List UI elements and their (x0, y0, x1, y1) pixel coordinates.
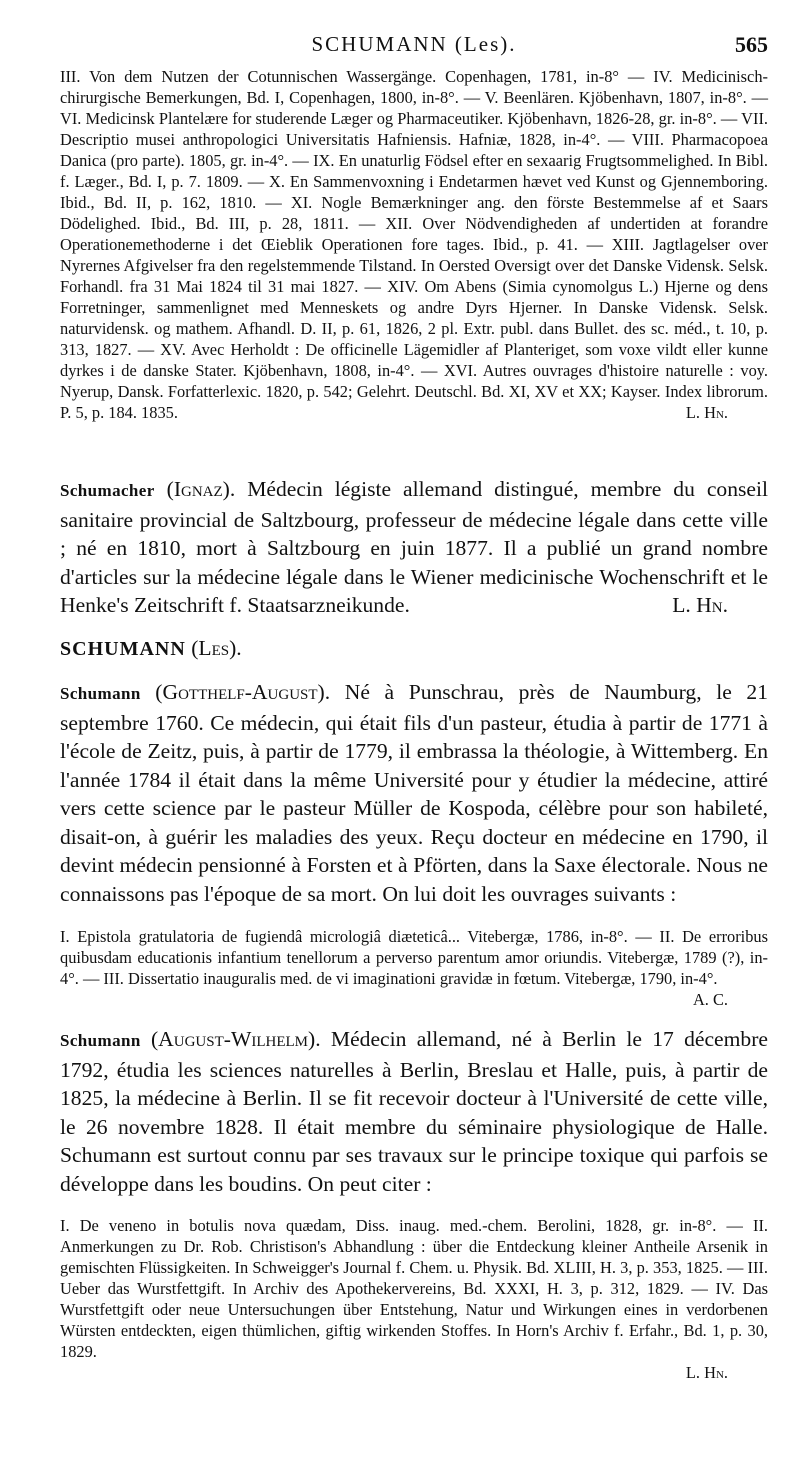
entry-name: Schumann (60, 1031, 141, 1050)
entry-given-name: (August-Wilhelm). (150, 1027, 321, 1051)
works-signature: L. Hn. (685, 1363, 728, 1382)
works-wilhelm (60, 1215, 768, 1383)
works-gotthelf (60, 926, 768, 1010)
running-title: SCHUMANN (Les). (311, 32, 517, 56)
works-list: I. Epistola gratulatoria de fugiendâ micrologiâ diæteticâ... Vitebergæ, 1786, in-8°. — II. De erroribus quibusdam educationis infantium tenellorum a perverso parentum amor oriundis. Vitebergæ, 1789 (?), in-4°. — III. Dissertatio inauguralis med. de vi imaginationi gravidæ in fœtum. Vitebergæ, 1790, in-4°. (60, 927, 768, 988)
entry-name: Schumann (60, 684, 141, 703)
entry-given-name: (Ignaz). (166, 477, 236, 501)
entry-given-name: (Gotthelf-August). (155, 680, 331, 704)
continuation-signature: L. Hn. (685, 403, 728, 422)
entry-text: Médecin légiste allemand distingué, membre du conseil sanitaire provincial de Saltzbourg, professeur de médecine légale dans cette ville ; né en 1810, mort à Saltzbourg en juin 1877. Il a publié un grand nombre d'articles sur la médecine légale dans le Wiener medicinische Wochenschrift et le Henke's Zeitschrift f. Staatsarzneikunde. (60, 477, 769, 617)
section-name: SCHUMANN (60, 638, 186, 660)
works-signature: A. C. (692, 990, 728, 1009)
section-given: (Les). (191, 636, 242, 660)
entry-schumacher (60, 475, 768, 620)
entry-text: Né à Punschrau, près de Naumburg, le 21 septembre 1760. Ce médecin, qui était fils d'un pasteur, étudia à partir de 1771 à l'école de Zeitz, puis, à partir de 1779, il embrassa la théologie, à Wittemberg. En l'année 1784 il était dans la même Université pour y étudier la médecine, attiré vers cette science par le pasteur Müller de Kospoda, célèbre pour son habileté, disait-on, à guérir les maladies des yeux. Reçu docteur en médecine en 1790, il devint médecin pensionné à Forsten et à Pförten, dans la Saxe électorale. Nous ne connaissons pas l'époque de sa mort. On lui doit les ouvrages suivants : (60, 680, 768, 906)
page-number: 565 (735, 32, 768, 57)
entry-name: Schumacher (60, 481, 155, 500)
continuation-entry (60, 66, 768, 423)
entry-wilhelm (60, 1025, 768, 1198)
works-list: I. De veneno in botulis nova quædam, Diss. inaug. med.-chem. Berolini, 1828, gr. in-8°. — II. Anmerkungen zu Dr. Rob. Christison's Abhandlung : über die Entdeckung kleiner Antheile Arsenik in gemischten Flüssigkeiten. In Schweigger's Journal f. Chem. u. Physik. Bd. XLIII, H. 3, p. 353, 1825. — III. Ueber das Wurstfettgift. In Archiv des Apothekervereins, Bd. XXXI, H. 3, p. 312, 1829. — IV. Das Wurstfettgift oder neue Untersuchungen über Entstehung, Natur und Wirkungen eines in verdorbenen Würsten entdeckten, eigen thümlichen, giftig wirkenden Stoffes. In Horn's Archiv f. Erfahr., Bd. 1, p. 30, 1829. (60, 1216, 768, 1361)
entry-signature: L. Hn. (672, 593, 728, 617)
entry-gotthelf (60, 678, 768, 908)
running-header (60, 32, 768, 62)
entry-text: Médecin allemand, né à Berlin le 17 décembre 1792, étudia les sciences naturelles à Berlin, Breslau et Halle, puis, à partir de 1825, la médecine à Berlin. Il se fit recevoir docteur à l'Université de cette ville, le 26 novembre 1828. Il était membre du séminaire physiologique de Halle. Schumann est surtout connu par ses travaux sur le principe toxique qui parfois se développe dans les boudins. On peut citer : (60, 1027, 768, 1196)
continuation-text: III. Von dem Nutzen der Cotunnischen Wassergänge. Copenhagen, 1781, in-8° — IV. Medicinisch-chirurgische Bemerkungen, Bd. I, Copenhagen, 1800, in-8°. — V. Beenlären. Kjöbenhavn, 1807, in-8°. — VI. Medicinsk Plantelære for studerende Læger og Pharmaceutiker. Kjöbenhavn, 1826-28, gr. in-8°. — VII. Descriptio musei anthropologici Universitatis Hafniensis. Hafniæ, 1828, in-4°. — VIII. Pharmacopoea Danica (pro parte). 1805, gr. in-4°. — IX. En unaturlig Födsel efter en sexaarig Frugtsommelighed. In Bibl. f. Læger., Bd. I, p. 7. 1809. — X. En Sammenvoxning i Endetarmen hævet ved Kunst og Gjennemboring. Ibid., Bd. II, p. 162, 1810. — XI. Nogle Bemærkninger ang. den förste Bestemmelse af et Saars Dödelighed. Ibid., Bd. III, p. 28, 1811. — XII. Over Nödvendigheden af undertiden at forandre Operationemethoderne i det Œieblik Operationen fore tages. Ibid., p. 41. — XIII. Jagtlagelser over Nyrernes Afgivelser fra den regelstemmende Tilstand. In Oersted Oversigt over det Danske Vidensk. Selsk. Forhandl. fra 31 Mai 1824 til 31 mai 1827. — XIV. Om Abens (Simia cynomolgus L.) Hjerne og dens Forretninger, sammenlignet med Menneskets og andre Dyrs Hjerner. In Danske Vidensk. Selsk. naturvidensk. og mathem. Afhandl. D. II, p. 61, 1826, 2 pl. Extr. publ. dans Bullet. des sc. méd., t. 10, p. 313, 1827. — XV. Avec Herholdt : De officinelle Lägemidler af Planteriget, som voxe vildt eller kunne dyrkes i de danske Stater. Kjöbenhavn, 1808, in-4°. — XVI. Autres ouvrages d'histoire naturelle : voy. Nyerup, Dansk. Forfatterlexic. 1820, p. 542; Gelehrt. Deutschl. Bd. XI, XV et XX; Kayser. Index librorum. P. 5, p. 184. 1835. (60, 67, 768, 422)
section-heading (60, 634, 768, 664)
